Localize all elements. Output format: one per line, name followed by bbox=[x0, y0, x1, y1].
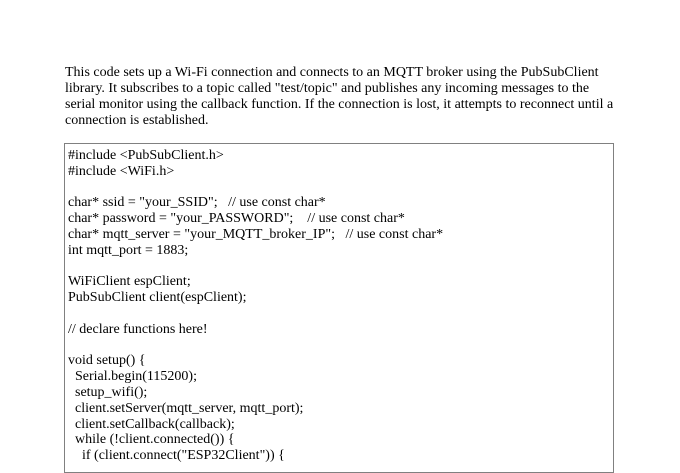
description-paragraph: This code sets up a Wi-Fi connection and connects to an MQTT broker using the PubSubClient library. It subscribes to a topic called "test/topic" and publishes any incoming messages to the serial monitor using the callback function. If the connection is lost, it attempts to reconnect until a connection is established. bbox=[65, 65, 614, 128]
code-block bbox=[64, 143, 614, 473]
code-text: #include <PubSubClient.h> #include <WiFi.h> char* ssid = "your_SSID"; // use const char* char* password = "your_PASSWORD"; // use const char* char* mqtt_server = "your_MQTT_broker_IP"; // use const char* int mqtt_port = 1883; WiFiClient espClient; PubSubClient client(espClient); // declare functions here! void setup() { Serial.begin(115200); setup_wifi(); client.setServer(mqtt_server, mqtt_port); client.setCallback(callback); while (!client.connected()) { if (client.connect("ESP32Client")) { bbox=[68, 148, 444, 464]
